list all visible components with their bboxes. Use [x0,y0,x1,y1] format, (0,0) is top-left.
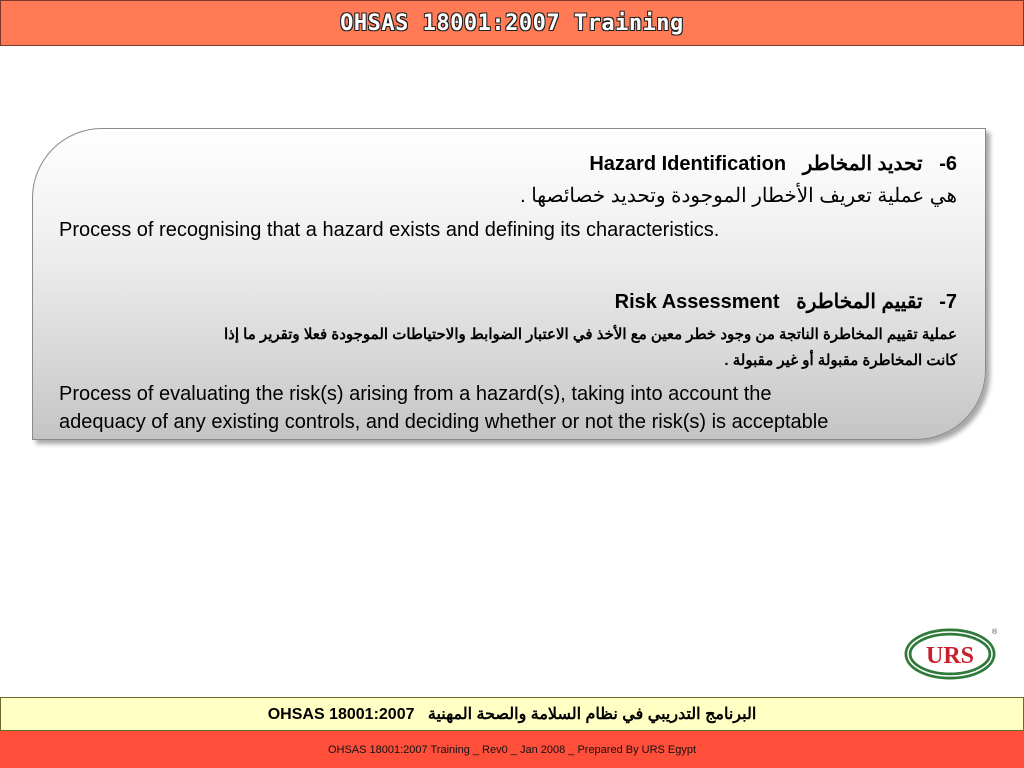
footer-info-bar [0,731,1024,768]
section7-definition-en-line2: adequacy of any existing controls, and deciding whether or not the risk(s) is acceptable [59,411,829,433]
section6-title-en: Hazard Identification [589,153,787,175]
urs-logo [904,626,1000,687]
footer-program-bar [0,697,1024,731]
section6-heading [589,151,957,176]
section6-definition-ar: هي عملية تعريف الأخطار الموجودة وتحديد خصائصها . [520,185,957,207]
section7-title-en: Risk Assessment [614,291,780,313]
svg-text:®: ® [992,629,998,636]
footer-info-text: OHSAS 18001:2007 Training _ Rev0 _ Jan 2008 _ Prepared By URS Egypt [327,743,697,756]
section7-definition-ar-line2: كانت المخاطرة مقبولة أو غير مقبولة . [724,352,957,369]
footer-program-text [268,704,757,724]
section7-heading [615,289,957,314]
footer-program-standard: OHSAS 18001:2007 [267,706,415,723]
section7-definition-ar-line1: عملية تقييم المخاطرة الناتجة من وجود خطر معين مع الأخذ في الاعتبار الضوابط والاحتياطات الموجودة فعلا وتقرير ما إذا [223,326,957,343]
section6-definition-en: Process of recognising that a hazard exists and defining its characteristics. [59,219,720,241]
footer-program-ar: البرنامج التدريبي في نظام السلامة والصحة المهنية [427,706,757,723]
section7-definition-en-line1: Process of evaluating the risk(s) arising from a hazard(s), taking into account the [59,383,772,405]
section7-number: 7- [939,291,957,313]
definitions-panel [32,128,986,440]
header-bar [0,0,1024,46]
section6-title-ar: تحديد المخاطر [802,153,923,175]
svg-text:URS: URS [925,643,975,669]
header-title: OHSAS 18001:2007 Training [340,10,684,36]
section6-number: 6- [939,153,957,175]
section7-title-ar: تقييم المخاطرة [796,291,923,313]
